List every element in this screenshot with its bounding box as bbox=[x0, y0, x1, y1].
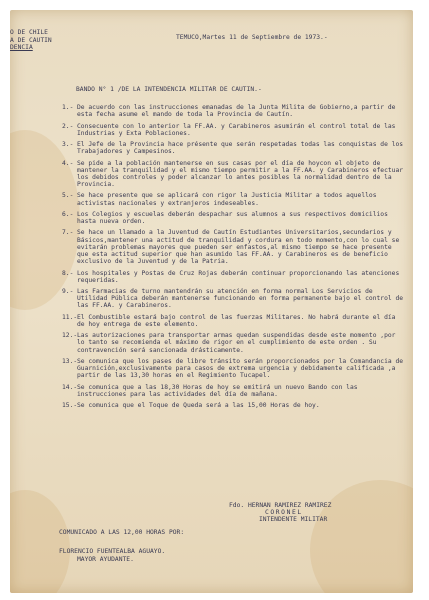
item-number: 14.- bbox=[62, 383, 78, 391]
decree-item bbox=[62, 141, 404, 155]
document-title: BANDO N° 1 /DE LA INTENDENCIA MILITAR DE CAUTIN.- bbox=[76, 86, 262, 93]
item-number: 9.- bbox=[62, 288, 74, 296]
paper-stain bbox=[310, 480, 413, 593]
item-number: 6.- bbox=[62, 210, 74, 218]
item-number: 8.- bbox=[62, 269, 74, 277]
decree-item bbox=[62, 211, 404, 225]
decree-item bbox=[62, 288, 404, 310]
date-line: TEMUCO,Martes 11 de Septiembre de 1973.- bbox=[176, 34, 328, 41]
paper-stain bbox=[10, 490, 70, 593]
footer-person: FLORENCIO FUENTEALBA AGUAYO. bbox=[59, 548, 166, 555]
communicated-line: COMUNICADO A LAS 12,00 HORAS POR: bbox=[59, 529, 185, 536]
decree-item bbox=[62, 104, 404, 118]
item-number: 4.- bbox=[62, 159, 74, 167]
letterhead-line: O DE CHILE bbox=[10, 29, 48, 36]
item-text: Las autorizaciones para transportar armas quedan suspendidas desde este momento ,por lo tanto se recomienda el máximo de rigor en el cumplimiento de este orden . Su contravención será sancionada drásticamente. bbox=[77, 332, 396, 354]
decree-item bbox=[62, 358, 404, 380]
signature-block bbox=[229, 502, 331, 524]
item-text: Se comunica que a las 18,30 Horas de hoy se emitirá un nuevo Bando con las instrucciones para las actividades del día de mañana. bbox=[77, 383, 358, 398]
item-text: Los Colegios y escuelas deberán despachar sus alumnos a sus respectivos domicilios hasta nueva orden. bbox=[77, 210, 388, 226]
decree-item bbox=[62, 192, 404, 206]
item-number: 2.- bbox=[62, 122, 74, 130]
item-text: Los hospitales y Postas de Cruz Rojas deberán continuar proporcionando las atenciones requeridas. bbox=[77, 269, 400, 284]
signature-name: Fdo. HERNAN RAMIREZ RAMIREZ bbox=[229, 502, 332, 509]
item-text: El Combustible estará bajo control de las fuerzas Militares. No habrá durante el día de hoy entrega de este elemento. bbox=[77, 313, 396, 328]
document-page bbox=[10, 10, 413, 593]
item-number: 13.- bbox=[62, 357, 78, 365]
item-text: De acuerdo con las instrucciones emanadas de la Junta Milita de Gobierno,a partir de esta fecha asume el mando de toda la Provincia de Cautín. bbox=[77, 104, 396, 119]
item-text: Se pide a la población mantenerse en sus casas por el día de hoycon el objeto de mantener la tranquilidad y el mismo tiempo permitir a la FF.AA. y Carabineros efectuar los debidos controles y poder alcanzar lo antes posibles la normalidad dentro de la Provincia. bbox=[77, 159, 404, 189]
item-number: 5.- bbox=[62, 192, 74, 200]
footer-role: MAYOR AYUDANTE. bbox=[77, 556, 134, 564]
item-number: 3.- bbox=[62, 141, 74, 148]
item-text: Se comunica que el Toque de Queda será a las 15,00 Horas de hoy. bbox=[77, 402, 320, 410]
signature-rank: CORONEL bbox=[265, 509, 303, 517]
item-number: 1.- bbox=[62, 104, 74, 111]
footer-block bbox=[59, 548, 165, 564]
decree-items bbox=[62, 104, 404, 413]
decree-item bbox=[62, 332, 404, 354]
letterhead bbox=[10, 29, 52, 52]
decree-item bbox=[62, 314, 404, 328]
item-text: Se hace un llamado a la Juventud de Cautín Estudiantes Universitarios,secundarios y Básicos,mantener una actitud de tranquilidad y cordura en todo momento,con lo cual se evitarán problemas mayores que pueden ser enfastos,al mismo tiempo se hace presente que esta actitud superior que han asumido las FF.AA. y Carabineros es de beneficio exclusivo de la Juventud y de la Patria. bbox=[77, 229, 400, 266]
item-text: Las Farmacias de turno mantendrán su atención en forma normal Los Servicios de Utilidad Pública deberán mantenerse funcionando en forma permanente bajo el control de las FF.AA. y Carabineros. bbox=[77, 288, 404, 310]
letterhead-line: DENCIA bbox=[10, 44, 33, 52]
item-number: 11.- bbox=[62, 313, 78, 321]
item-text: Consecuente con lo anterior la FF.AA. y Carabineros asumirán el control total de las Industrias y Exta Poblaciones. bbox=[77, 122, 396, 137]
item-number: 7.- bbox=[62, 229, 74, 237]
decree-item bbox=[62, 402, 404, 409]
item-text: Se comunica que los pases de libre tránsito serán proporcionados por la Comandancia de Guarnición,exclusivamente para casos de extrema urgencia y debidamente calificada ,a partir de las 13,30 horas en el Regimiento Tucapel. bbox=[77, 357, 404, 380]
letterhead-line: A DE CAUTIN bbox=[10, 36, 52, 44]
item-number: 15.- bbox=[62, 402, 78, 410]
decree-item bbox=[62, 229, 404, 265]
item-text: Se hace presente que se aplicará con rigor la Justicia Militar a todos aquellos activistas nacionales y extranjeros indeseables. bbox=[77, 192, 377, 207]
decree-item bbox=[62, 270, 404, 284]
decree-item bbox=[62, 384, 404, 398]
item-number: 12.- bbox=[62, 332, 78, 340]
item-text: El Jefe de la Provincia hace présente que serán respetadas todas las conquistas de los Trabajadores y Campesinos. bbox=[77, 141, 404, 156]
decree-item bbox=[62, 160, 404, 189]
signature-role: INTENDENTE MILITAR bbox=[259, 516, 328, 524]
decree-item bbox=[62, 123, 404, 137]
